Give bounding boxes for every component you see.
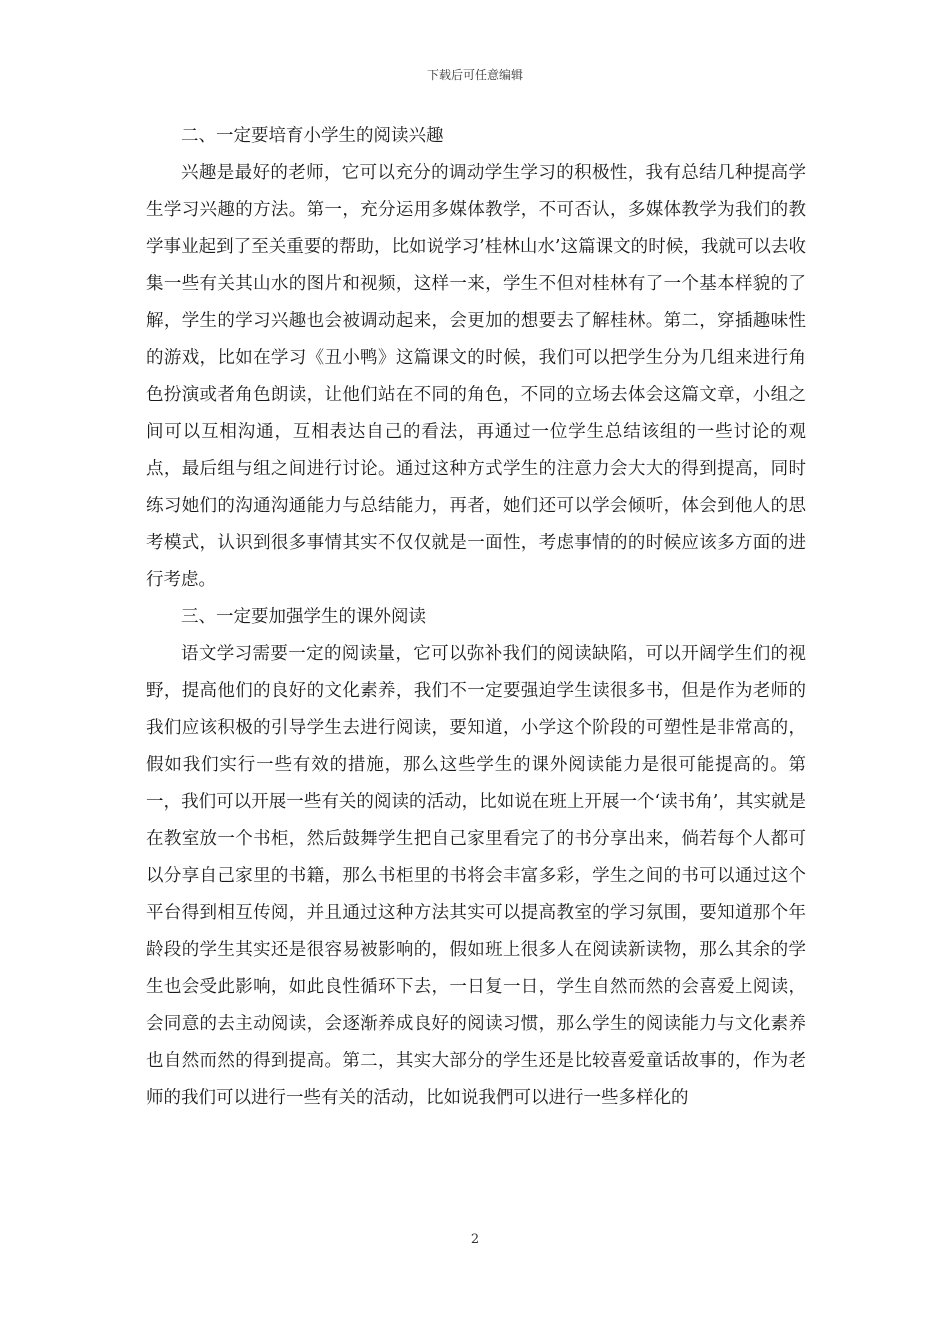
page-number: 2 — [470, 1232, 480, 1247]
page-header: 下载后可任意编辑 — [426, 68, 523, 82]
section-paragraph-3: 语文学习需要一定的阅读量，它可以弥补我们的阅读缺陷，可以开阔学生们的视野，提高他们的良好的文化素养，我们不一定要强迫学生读很多书，但是作为老师的我们应该积极的引导学生去进行阅读，要知道，小学这个阶段的可塑性是非常高的，假如我们实行一些有效的措施，那么这些学生的课外阅读能力是很可能提高的。第一，我们可以开展一些有关的阅读的活动，比如说在班上开展一个‘读书角’，其实就是在教室放一个书柜，然后鼓舞学生把自己家里看完了的书分享出来，倘若每个人都可以分享自己家里的书籍，那么书柜里的书将会丰富多彩，学生之间的书可以通过这个平台得到相互传阅，并且通过这种方法其实可以提高教室的学习氛围，要知道那个年龄段的学生其实还是很容易被影响的，假如班上很多人在阅读新读物，那么其余的学生也会受此影响，如此良性循环下去，一日复一日，学生自然而然的会喜爱上阅读，会同意的去主动阅读，会逐渐养成良好的阅读习惯，那么学生的阅读能力与文化素养也自然而然的得到提高。第二，其实大部分的学生还是比较喜爱童话故事的，作为老师的我们可以进行一些有关的活动，比如说我們可以进行一些多样化的 — [146, 644, 806, 1108]
document-body — [146, 118, 806, 1117]
section-paragraph-2: 兴趣是最好的老师，它可以充分的调动学生学习的积极性，我有总结几种提高学生学习兴趣的方法。第一，充分运用多媒体教学，不可否认，多媒体教学为我们的教学事业起到了至关重要的帮助，比如说学习’桂林山水’这篇课文的时候，我就可以去收集一些有关其山水的图片和视频，这样一来，学生不但对桂林有了一个基本样貌的了解，学生的学习兴趣也会被调动起来，会更加的想要去了解桂林。第二，穿插趣味性的游戏，比如在学习《丑小鸭》这篇课文的时候，我们可以把学生分为几组来进行角色扮演或者角色朗读，让他们站在不同的角色，不同的立场去体会这篇文章，小组之间可以互相沟通，互相表达自己的看法，再通过一位学生总结该组的一些讨论的观点，最后组与组之间进行讨论。通过这种方式学生的注意力会大大的得到提高，同时练习她们的沟通沟通能力与总结能力，再者，她们还可以学会倾听，体会到他人的思考模式，认识到很多事情其实不仅仅就是一面性，考虑事情的的时候应该多方面的进行考虑。 — [146, 163, 806, 590]
section-heading-2: 二、一定要培育小学生的阅读兴趣 — [181, 126, 444, 146]
section-heading-3: 三、一定要加强学生的课外阅读 — [181, 607, 426, 627]
